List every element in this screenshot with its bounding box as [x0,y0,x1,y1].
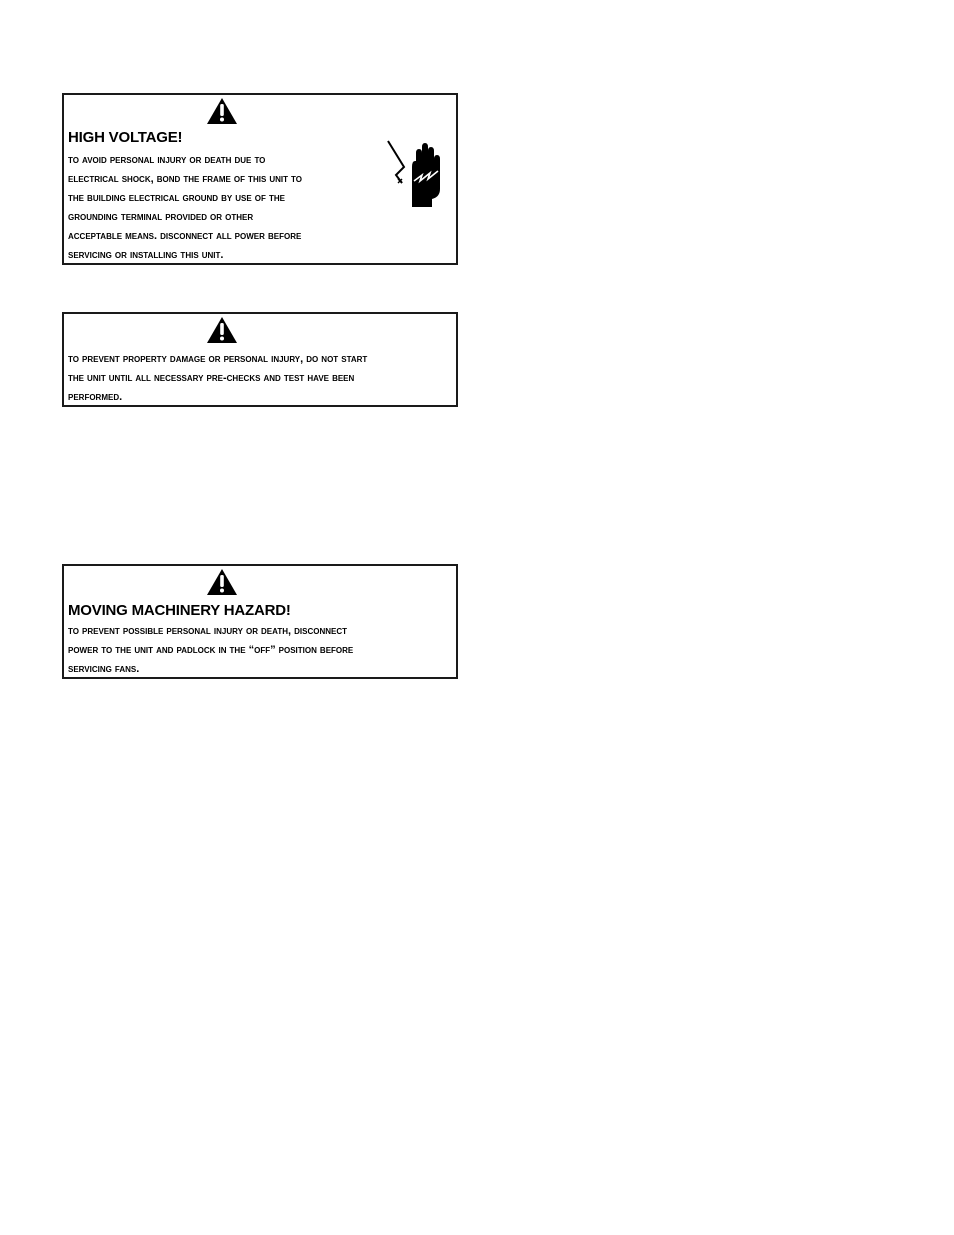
warning-body-line: acceptable means. disconnect all power before [68,230,302,242]
warning-body-line: the unit until all necessary pre-checks and test have been [68,372,355,384]
warning-body [68,350,456,407]
warning-body-line: grounding terminal provided or other [68,211,254,223]
warning-title: HIGH VOLTAGE! [68,129,183,146]
high-voltage-warning-box [62,93,458,265]
precheck-warning-box [62,312,458,407]
warning-triangle-icon [206,97,238,125]
warning-body-line: to avoid personal injury or death due to [68,154,266,166]
warning-body-line: power to the unit and padlock in the “off” position before [68,644,354,656]
warning-body-line: the building electrical ground by use of the [68,192,285,204]
warning-body [68,151,368,265]
warning-body-line: performed. [68,391,123,403]
electrical-shock-hand-icon [382,137,442,209]
warning-body-line: to prevent possible personal injury or death, disconnect [68,625,347,637]
warning-body-line: to prevent property damage or personal injury, do not start [68,353,368,365]
warning-title: MOVING MACHINERY HAZARD! [68,602,291,619]
warning-body-line: servicing or installing this unit. [68,249,224,261]
warning-body [68,622,456,679]
warning-triangle-icon [206,568,238,596]
moving-machinery-warning-box [62,564,458,679]
warning-body-line: electrical shock, bond the frame of this unit to [68,173,303,185]
warning-body-line: servicing fans. [68,663,140,675]
warning-triangle-icon [206,316,238,344]
